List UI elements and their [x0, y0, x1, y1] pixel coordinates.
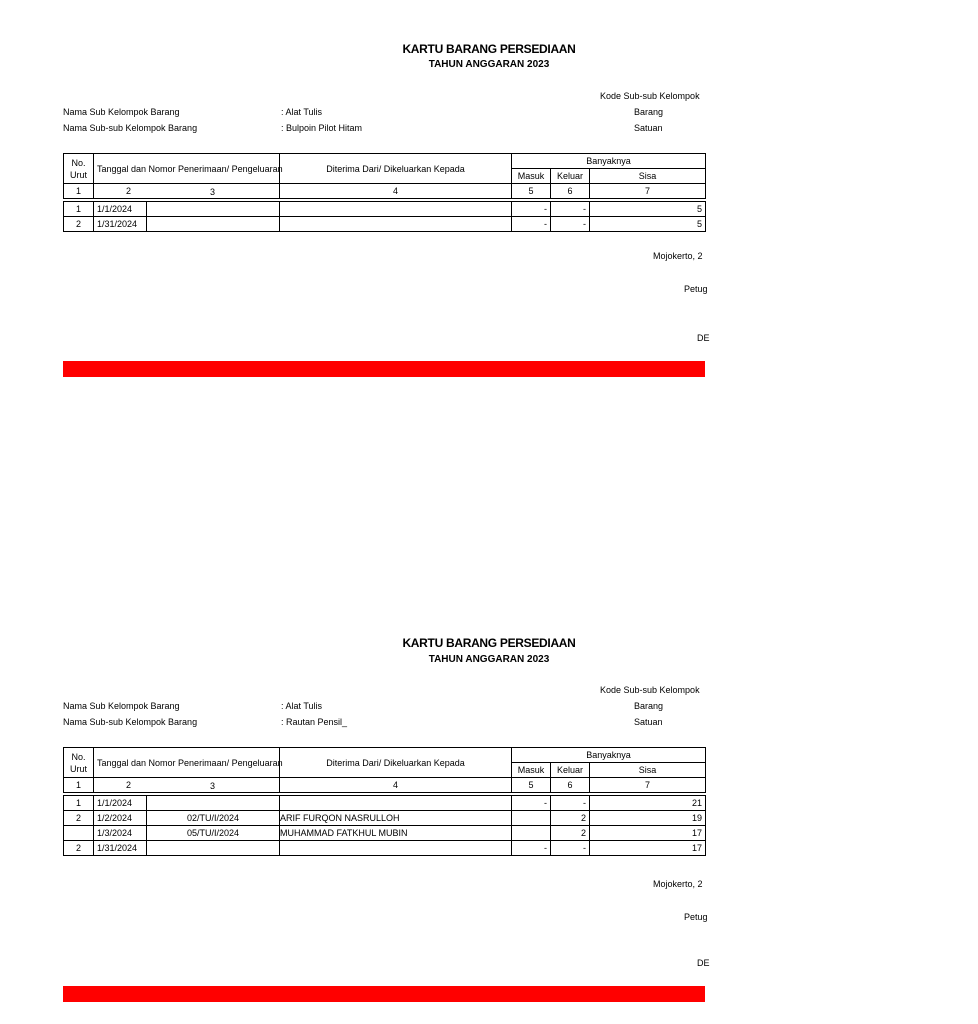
- row-nomor: [147, 217, 280, 232]
- row-nomor: 05/TU/I/2024: [147, 826, 280, 841]
- header-diterima: Diterima Dari/ Dikeluarkan Kepada: [280, 748, 512, 778]
- sub-sub-kelompok-value: : Bulpoin Pilot Hitam: [281, 123, 363, 133]
- row-sisa: 17: [590, 841, 706, 856]
- header-masuk: Masuk: [512, 763, 551, 778]
- inventory-table: [63, 153, 706, 199]
- col-number: 1: [64, 184, 94, 199]
- row-keluar: 2: [551, 811, 590, 826]
- place-date: Mojokerto, 2: [653, 251, 703, 261]
- row-masuk: [512, 826, 551, 841]
- row-tanggal: 1/2/2024: [94, 811, 147, 826]
- sub-kelompok-value: : Alat Tulis: [281, 107, 323, 117]
- signature-name: DE: [697, 333, 710, 343]
- header-keluar: Keluar: [551, 169, 590, 184]
- row-no: 2: [64, 841, 94, 856]
- col-number: 4: [280, 184, 512, 199]
- red-divider-bar: [63, 986, 705, 1002]
- col-number: 1: [64, 778, 94, 793]
- satuan-label: Satuan: [634, 123, 663, 133]
- barang-label: Barang: [634, 701, 664, 711]
- card-title: KARTU BARANG PERSEDIAAN: [402, 636, 576, 650]
- row-nomor: [147, 796, 280, 811]
- header-banyaknya: Banyaknya: [512, 748, 706, 763]
- row-masuk: -: [512, 796, 551, 811]
- col-number: 6: [551, 184, 590, 199]
- row-nomor: 02/TU/I/2024: [147, 811, 280, 826]
- row-nomor: [147, 202, 280, 217]
- inventory-rows: [63, 795, 706, 856]
- row-sisa: 19: [590, 811, 706, 826]
- row-kepada: [280, 217, 512, 232]
- header-no-urut: No. Urut: [64, 154, 94, 184]
- row-keluar: -: [551, 202, 590, 217]
- sub-kelompok-label: Nama Sub Kelompok Barang: [63, 701, 180, 711]
- row-no: 1: [64, 796, 94, 811]
- row-no: 2: [64, 811, 94, 826]
- row-tanggal: 1/3/2024: [94, 826, 147, 841]
- row-sisa: 21: [590, 796, 706, 811]
- header-tanggal: Tanggal dan Nomor Penerimaan/ Pengeluaran: [94, 154, 280, 184]
- table-row: [64, 811, 706, 826]
- table-row: [64, 826, 706, 841]
- red-divider-bar: [63, 361, 705, 377]
- col-number: 7: [590, 184, 706, 199]
- sub-sub-kelompok-label: Nama Sub-sub Kelompok Barang: [63, 717, 198, 727]
- row-no: [64, 826, 94, 841]
- col-number-3: 3: [210, 781, 216, 791]
- col-number: 2: [94, 778, 280, 793]
- row-keluar: -: [551, 841, 590, 856]
- row-tanggal: 1/1/2024: [94, 796, 147, 811]
- sub-kelompok-value: : Alat Tulis: [281, 701, 323, 711]
- header-sisa: Sisa: [590, 763, 706, 778]
- row-kepada: [280, 796, 512, 811]
- row-tanggal: 1/31/2024: [94, 841, 147, 856]
- row-tanggal: 1/1/2024: [94, 202, 147, 217]
- col-number: 5: [512, 184, 551, 199]
- header-banyaknya: Banyaknya: [512, 154, 706, 169]
- row-keluar: -: [551, 217, 590, 232]
- kode-label: Kode Sub-sub Kelompok: [600, 685, 700, 695]
- sub-sub-kelompok-label: Nama Sub-sub Kelompok Barang: [63, 123, 198, 133]
- row-keluar: -: [551, 796, 590, 811]
- col-number: 4: [280, 778, 512, 793]
- kode-label: Kode Sub-sub Kelompok: [600, 91, 700, 101]
- row-sisa: 5: [590, 217, 706, 232]
- card-subtitle: TAHUN ANGGARAN 2023: [428, 59, 550, 70]
- header-diterima: Diterima Dari/ Dikeluarkan Kepada: [280, 154, 512, 184]
- petugas-label: Petug: [684, 912, 708, 922]
- column-number-row: [64, 778, 706, 793]
- table-row: [64, 202, 706, 217]
- table-row: [64, 796, 706, 811]
- header-masuk: Masuk: [512, 169, 551, 184]
- header-no-urut: No. Urut: [64, 748, 94, 778]
- petugas-label: Petug: [684, 284, 708, 294]
- row-kepada: MUHAMMAD FATKHUL MUBIN: [280, 826, 512, 841]
- row-masuk: -: [512, 202, 551, 217]
- row-keluar: 2: [551, 826, 590, 841]
- card-title: KARTU BARANG PERSEDIAAN: [402, 42, 576, 56]
- column-number-row: [64, 184, 706, 199]
- col-number: 2: [94, 184, 280, 199]
- header-tanggal: Tanggal dan Nomor Penerimaan/ Pengeluaran: [94, 748, 280, 778]
- row-nomor: [147, 841, 280, 856]
- table-row: [64, 217, 706, 232]
- sub-sub-kelompok-value: : Rautan Pensil_: [281, 717, 348, 727]
- row-kepada: ARIF FURQON NASRULLOH: [280, 811, 512, 826]
- row-kepada: [280, 841, 512, 856]
- sub-kelompok-label: Nama Sub Kelompok Barang: [63, 107, 180, 117]
- header-keluar: Keluar: [551, 763, 590, 778]
- row-tanggal: 1/31/2024: [94, 217, 147, 232]
- table-row: [64, 841, 706, 856]
- card-subtitle: TAHUN ANGGARAN 2023: [428, 654, 550, 665]
- row-kepada: [280, 202, 512, 217]
- col-number-3: 3: [210, 187, 216, 197]
- col-number: 5: [512, 778, 551, 793]
- satuan-label: Satuan: [634, 717, 663, 727]
- row-masuk: [512, 811, 551, 826]
- col-number: 7: [590, 778, 706, 793]
- row-sisa: 5: [590, 202, 706, 217]
- row-masuk: -: [512, 841, 551, 856]
- inventory-table: [63, 747, 706, 793]
- row-sisa: 17: [590, 826, 706, 841]
- signature-name: DE: [697, 958, 710, 968]
- barang-label: Barang: [634, 107, 664, 117]
- row-no: 1: [64, 202, 94, 217]
- header-sisa: Sisa: [590, 169, 706, 184]
- inventory-rows: [63, 201, 706, 232]
- place-date: Mojokerto, 2: [653, 879, 703, 889]
- row-no: 2: [64, 217, 94, 232]
- row-masuk: -: [512, 217, 551, 232]
- col-number: 6: [551, 778, 590, 793]
